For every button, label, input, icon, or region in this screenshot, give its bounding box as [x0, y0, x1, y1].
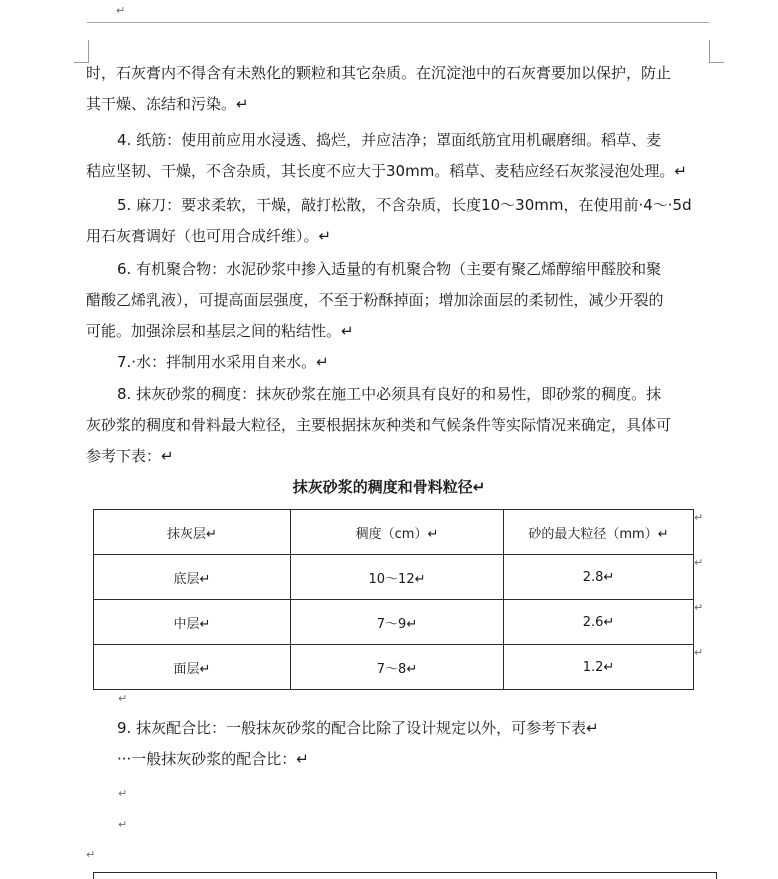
paragraph-consistency	[86, 379, 711, 472]
table-cell: 中层↵	[94, 600, 291, 645]
text-line: 6. 有机聚合物：水泥砂浆中掺入适量的有机聚合物（主要有聚乙烯醇缩甲醛胶和聚	[117, 260, 662, 278]
row-end-mark: ↵	[694, 601, 704, 614]
text-line: 8. 抹灰砂浆的稠度：抹灰砂浆在施工中必须具有良好的和易性，即砂浆的稠度。抹	[117, 385, 662, 403]
text-line: 参考下表：↵	[86, 447, 174, 465]
table-cell: 2.6↵	[504, 600, 694, 645]
header-cell-layer: 抹灰层↵	[94, 510, 291, 555]
paragraph-mark: ↵	[118, 818, 128, 831]
table-row	[94, 555, 694, 600]
text-line: 5. 麻刀：要求柔软，干燥，敲打松散，不含杂质，长度10～30mm，在使用前·4～·5d	[117, 196, 692, 214]
table-cell: 7～9↵	[291, 600, 504, 645]
paragraph-hemp	[86, 190, 711, 252]
paragraph-lime-putty	[86, 58, 711, 120]
paragraph-mark: ↵	[118, 692, 128, 705]
table-cell: 10～12↵	[291, 555, 504, 600]
paragraph-mark: ↵	[86, 848, 96, 861]
table-cell: 7～8↵	[291, 645, 504, 690]
crop-mark-right	[709, 40, 724, 63]
header-cell-max-grain: 砂的最大粒径（mm）↵	[504, 510, 694, 555]
text-line: 时，石灰膏内不得含有未熟化的颗粒和其它杂质。在沉淀池中的石灰膏要加以保护，防止	[86, 64, 672, 82]
table-cell: 1.2↵	[504, 645, 694, 690]
consistency-table	[93, 509, 694, 690]
paragraph-polymer	[86, 254, 711, 347]
text-line: 灰砂浆的稠度和骨料最大粒径，主要根据抹灰种类和气候条件等实际情况来确定，具体可	[86, 416, 672, 434]
row-end-mark: ↵	[694, 556, 704, 569]
text-line: 可能。加强涂层和基层之间的粘结性。↵	[86, 322, 354, 340]
paragraph-paper-fiber	[86, 125, 711, 187]
paragraph-mark: ↵	[118, 787, 128, 800]
text-line: 秸应坚韧、干燥，不含杂质，其长度不应大于30mm。稻草、麦秸应经石灰浆浸泡处理。↵	[86, 162, 687, 180]
table-header-row	[94, 510, 694, 555]
paragraph-water	[86, 347, 711, 378]
table-row	[94, 600, 694, 645]
header-line	[87, 22, 709, 23]
table-title: 抹灰砂浆的稠度和骨料粒径↵	[292, 478, 486, 496]
paragraph-mix-ratio	[86, 713, 711, 775]
table-row	[94, 645, 694, 690]
text-line: 用石灰膏调好（也可用合成纤维）。↵	[86, 227, 332, 245]
text-line: 醋酸乙烯乳液），可提高面层强度，不至于粉酥掉面；增加涂面层的柔韧性，减少开裂的	[86, 291, 664, 309]
table-cell: 底层↵	[94, 555, 291, 600]
row-end-mark: ↵	[694, 511, 704, 524]
header-cell-consistency: 稠度（cm）↵	[291, 510, 504, 555]
text-line: ···一般抹灰砂浆的配合比：↵	[117, 750, 309, 768]
text-line: 7.·水：拌制用水采用自来水。↵	[117, 353, 329, 371]
text-line: 9. 抹灰配合比：一般抹灰砂浆的配合比除了设计规定以外，可参考下表↵	[117, 719, 599, 737]
text-line: 其干燥、冻结和污染。↵	[86, 95, 249, 113]
paragraph-mark: ↵	[116, 4, 126, 17]
row-end-mark: ↵	[694, 646, 704, 659]
table-cell: 2.8↵	[504, 555, 694, 600]
text-line: 4. 纸筋：使用前应用水浸透、捣烂，并应洁净；罩面纸筋宜用机碾磨细。稻草、麦	[117, 131, 662, 149]
table-cell: 面层↵	[94, 645, 291, 690]
